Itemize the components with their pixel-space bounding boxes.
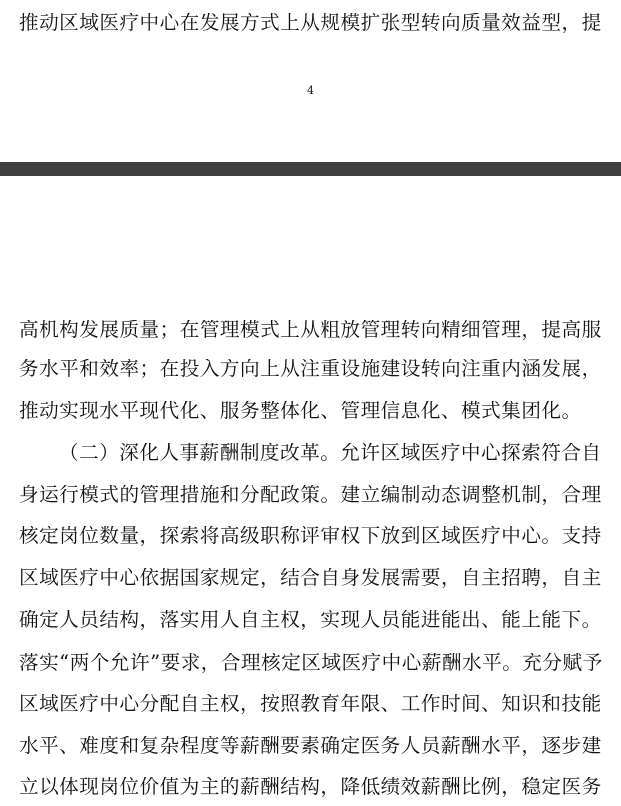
text-line: 核定岗位数量，探索将高级职称评审权下放到区域医疗中心。支持 (19, 526, 602, 546)
text-line: 立以体现岗位价值为主的薪酬结构，降低绩效薪酬比例，稳定医务 (19, 777, 602, 797)
text-line: 水平、难度和复杂程度等薪酬要素确定医务人员薪酬水平，逐步建 (19, 736, 602, 756)
page-4 (0, 0, 621, 162)
text-line: 身运行模式的管理措施和分配政策。建立编制动态调整机制，合理 (19, 485, 602, 505)
text-line: 务水平和效率；在投入方向上从注重设施建设转向注重内涵发展， (19, 359, 602, 379)
text-line: 确定人员结构，落实用人自主权，实现人员能进能出、能上能下。 (19, 610, 602, 630)
text-line: 落实“两个允许”要求，合理核定区域医疗中心薪酬水平。充分赋予 (19, 653, 603, 673)
text-line: 区域医疗中心依据国家规定，结合自身发展需要，自主招聘，自主 (19, 568, 602, 588)
text-line: 推动区域医疗中心在发展方式上从规模扩张型转向质量效益型，提 (19, 13, 602, 33)
text-line: 推动实现水平现代化、服务整体化、管理信息化、模式集团化。 (19, 401, 582, 421)
page-divider (0, 162, 621, 176)
text-line: 高机构发展质量；在管理模式上从粗放管理转向精细管理，提高服 (19, 320, 602, 340)
text-line: 区域医疗中心分配自主权，按照教育年限、工作时间、知识和技能 (19, 694, 602, 714)
section-heading-line: （二）深化人事薪酬制度改革。允许区域医疗中心探索符合自 (59, 443, 602, 463)
page-5 (0, 176, 621, 806)
page-number: 4 (307, 84, 314, 97)
